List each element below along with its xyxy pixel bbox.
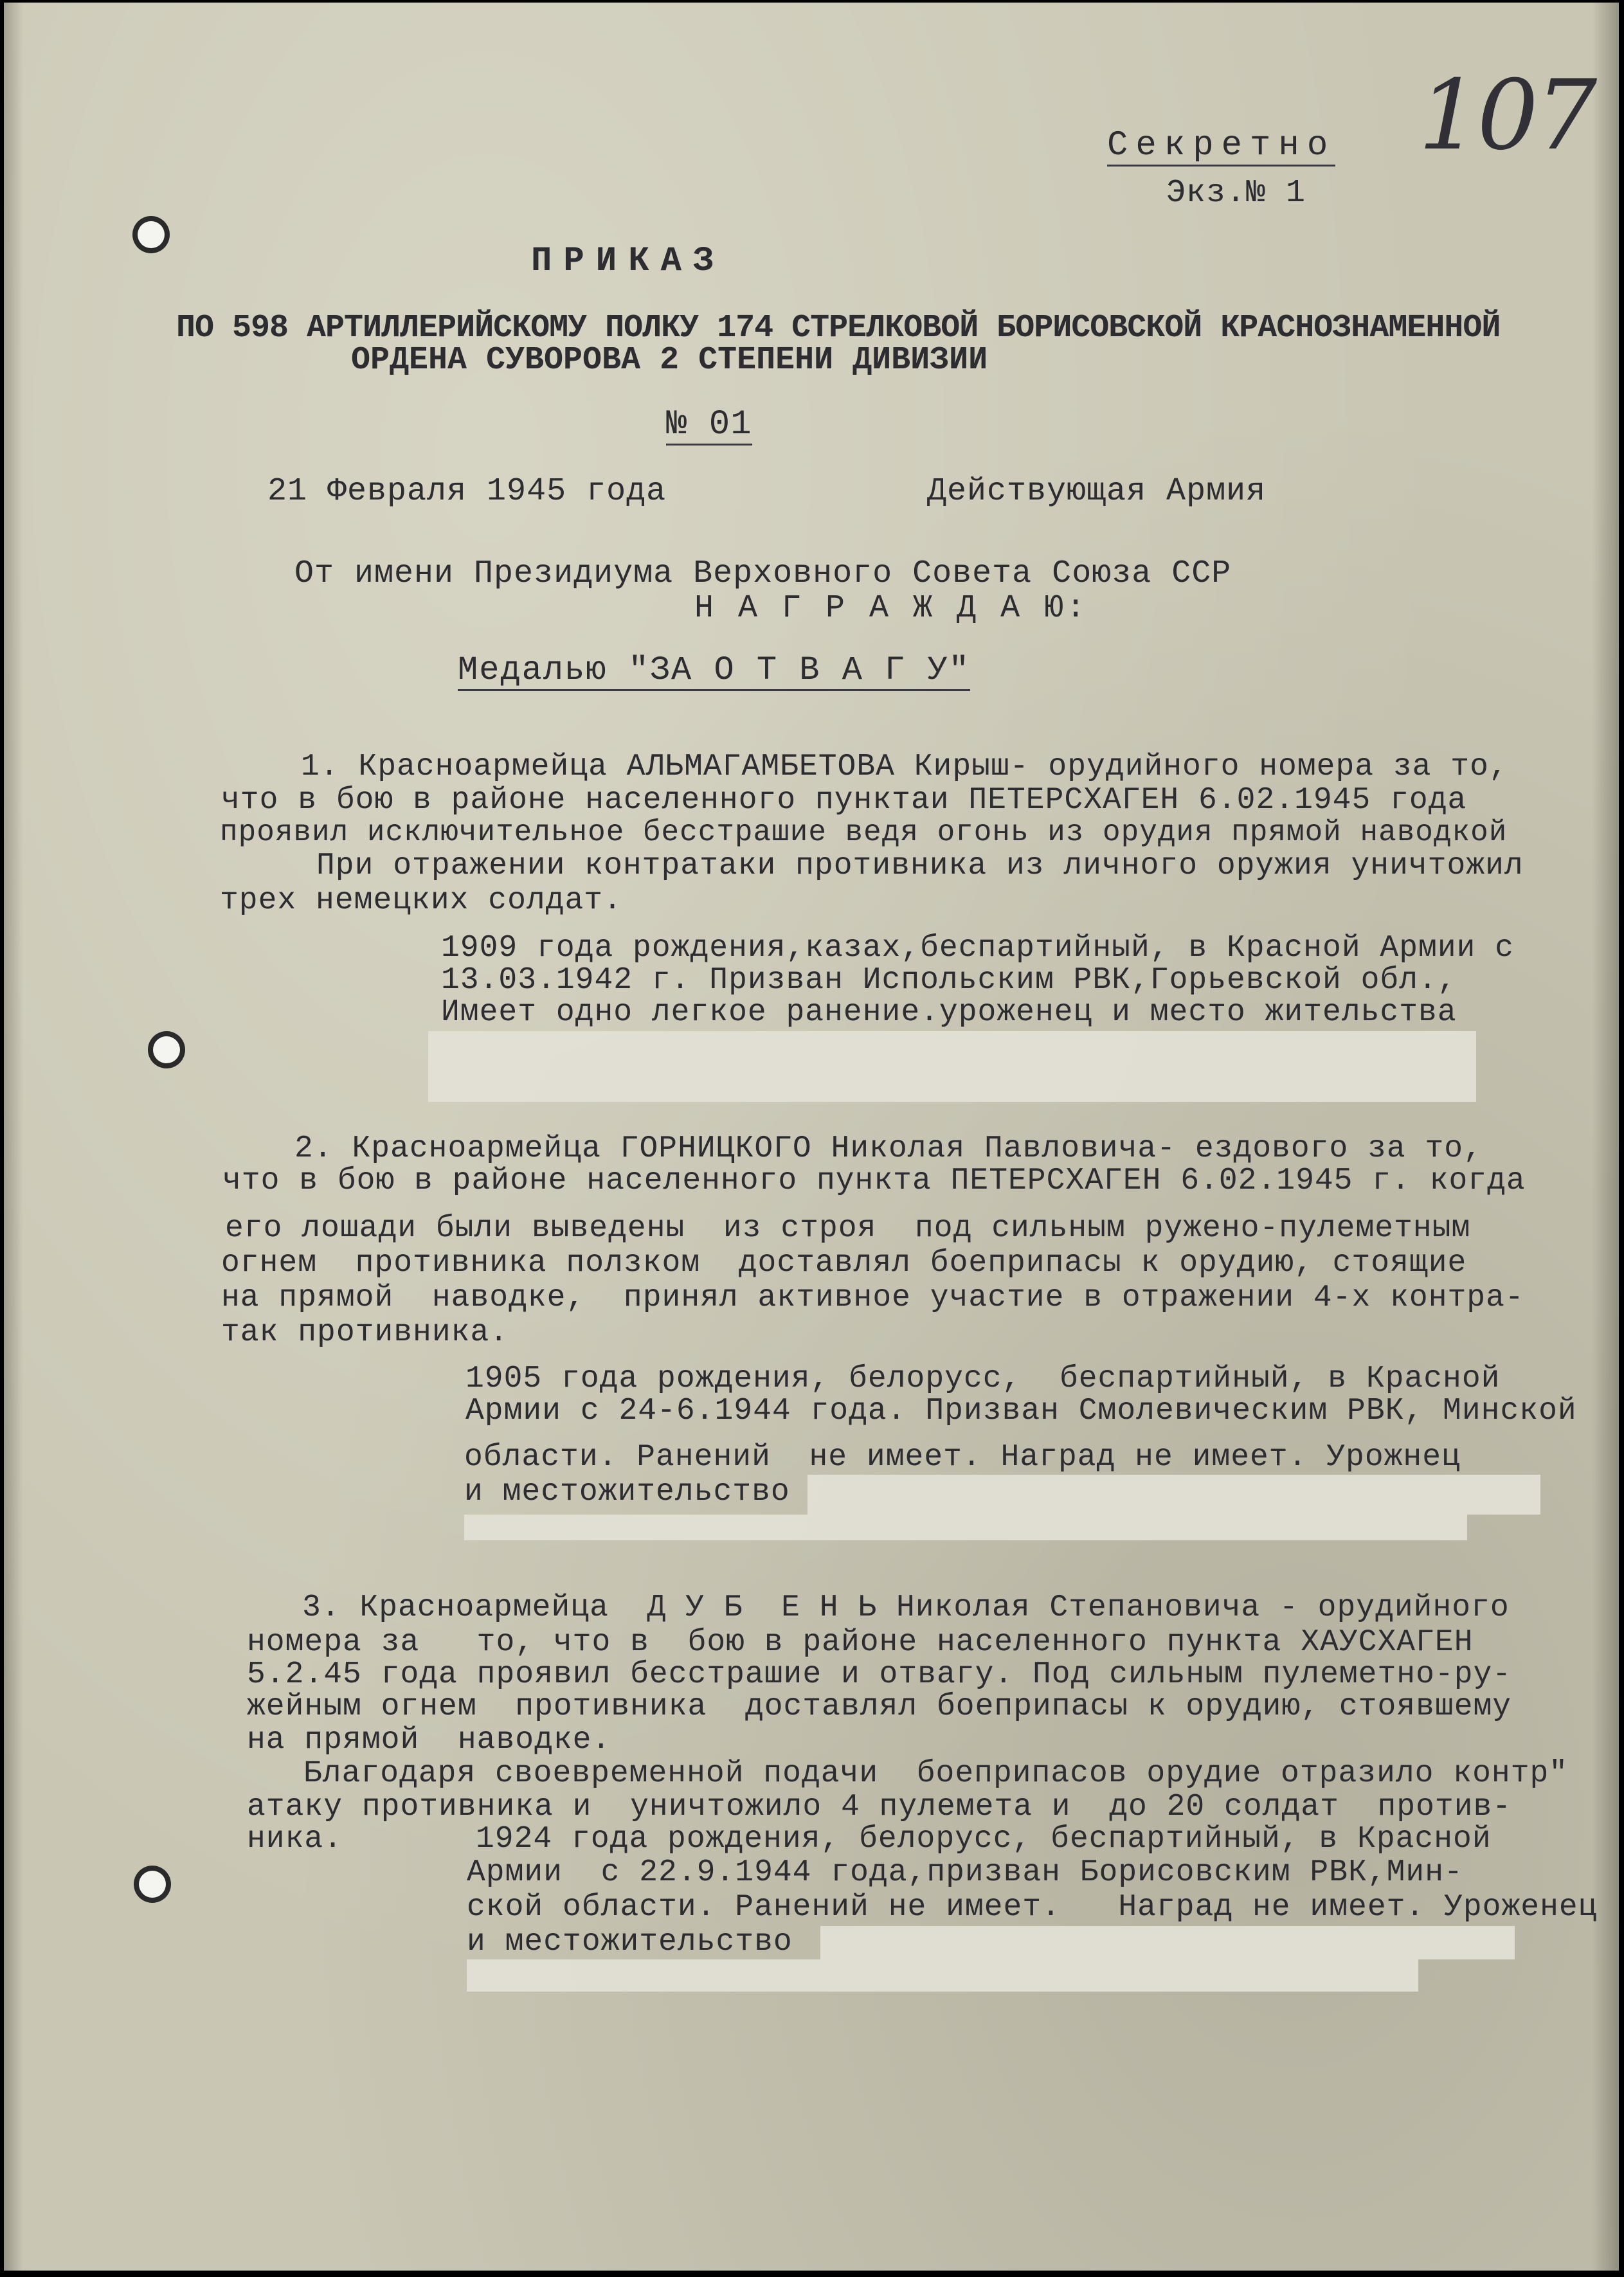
entry-2-line-1: 2. Красноармейца ГОРНИЦКОГО Николая Павловича- ездового за то,	[294, 1131, 1483, 1166]
entry-2-line-5: на прямой наводке, принял активное участие в отражении 4-х контра-	[221, 1281, 1524, 1315]
entry-1-line-1: 1. Красноармейца АЛЬМАГАМБЕТОВА Кирыш- орудийного номера за то,	[301, 750, 1508, 784]
entry-1-bio-2: 13.03.1942 г. Призван Испольским РВК,Горьевской обл.,	[441, 963, 1457, 998]
entry-1-bio-1: 1909 года рождения,казах,беспартийный, в Красной Армии с	[441, 931, 1515, 966]
punch-hole-3	[139, 1871, 166, 1898]
redacted-area-4	[820, 1926, 1515, 1959]
entry-1-line-2: что в бою в районе населенного пунктаи ПЕТЕРСХАГЕН 6.02.1945 года	[221, 783, 1467, 818]
entry-3-line-8: ника.	[247, 1822, 343, 1857]
entry-3-bio-2: Армии с 22.9.1944 года,призван Борисовским РВК,Мин-	[467, 1855, 1463, 1890]
handwritten-sheet-number: 107	[1418, 60, 1595, 172]
entry-2-bio-1: 1905 года рождения, белорусс, беспартийный, в Красной	[465, 1362, 1501, 1396]
entry-3-bio-4: и местожительство	[467, 1925, 793, 1959]
redacted-area-5	[467, 1959, 1418, 1992]
entry-3-line-4: жейным огнем противника доставлял боеприпасы к орудию, стоявшему	[247, 1689, 1512, 1724]
entry-3-line-2: номера за то, что в бою в районе населенного пункта ХАУСХАГЕН	[247, 1625, 1474, 1660]
copy-number: Экз.№ 1	[1166, 175, 1306, 212]
presidium-line: От имени Президиума Верховного Совета Союза ССР	[294, 555, 1232, 592]
entry-1-line-4: При отражении контратаки противника из личного оружия уничтожил	[316, 849, 1524, 883]
entry-2-line-2: что в бою в районе населенного пункта ПЕТЕРСХАГЕН 6.02.1945 г. когда	[222, 1164, 1526, 1198]
order-number: № 01	[666, 405, 752, 444]
redacted-area-1	[428, 1031, 1476, 1102]
entry-2-bio-4: и местожительство	[464, 1475, 790, 1509]
award-verb: Н А Г Р А Ж Д А Ю:	[694, 590, 1088, 627]
entry-3-line-3: 5.2.45 года проявил бесстрашие и отвагу. Под сильным пулеметно-ру-	[247, 1657, 1512, 1692]
entry-3-bio-1: 1924 года рождения, белорусс, беспартийный, в Красной	[476, 1822, 1492, 1857]
entry-3-bio-3: ской области. Ранений не имеет. Наград не имеет. Уроженец	[467, 1890, 1598, 1925]
order-place: Действующая Армия	[927, 473, 1267, 510]
classification-stamp: Секретно	[1107, 126, 1336, 165]
order-date: 21 Февраля 1945 года	[267, 473, 667, 510]
entry-2-line-6: так противника.	[221, 1315, 509, 1350]
entry-3-line-5: на прямой наводке.	[247, 1723, 611, 1758]
punch-hole-2	[153, 1036, 180, 1063]
entry-1-line-5: трех немецких солдат.	[220, 883, 622, 918]
entry-3-line-6: Благодаря своевременной подачи боеприпасов орудие отразило контр"	[303, 1756, 1569, 1791]
unit-line-1: ПО 598 АРТИЛЛЕРИЙСКОМУ ПОЛКУ 174 СТРЕЛКОВОЙ БОРИСОВСКОЙ КРАСНОЗНАМЕННОЙ	[176, 310, 1501, 346]
entry-3-line-7: атаку противника и уничтожило 4 пулемета и до 20 солдат против-	[247, 1790, 1512, 1824]
document-page	[4, 3, 1619, 2271]
medal-name: Медалью "ЗА О Т В А Г У"	[458, 653, 970, 691]
punch-hole-1	[138, 221, 165, 248]
redacted-area-3	[464, 1515, 1467, 1540]
entry-2-line-4: огнем противника ползком доставлял боеприпасы к орудию, стоящие	[221, 1246, 1467, 1281]
entry-3-line-1: 3. Красноармейца Д У Б Е Н Ь Николая Степановича - орудийного	[302, 1590, 1510, 1625]
unit-line-2: ОРДЕНА СУВОРОВА 2 СТЕПЕНИ ДИВИЗИИ	[351, 342, 988, 379]
order-title: ПРИКАЗ	[531, 242, 726, 281]
entry-2-bio-2: Армии с 24-6.1944 года. Призван Смолевическим РВК, Минской	[465, 1394, 1577, 1428]
entry-2-bio-3: области. Ранений не имеет. Наград не имеет. Урожнец	[464, 1440, 1461, 1475]
entry-1-bio-3: Имеет одно легкое ранение.уроженец и место жительства	[441, 995, 1457, 1030]
entry-1-line-3: проявил исключительное бесстрашие ведя огонь из орудия прямой наводкой	[220, 816, 1508, 849]
entry-2-line-3: его лошади были выведены из строя под сильным ружено-пулеметным	[225, 1211, 1471, 1246]
redacted-area-2	[807, 1475, 1540, 1515]
